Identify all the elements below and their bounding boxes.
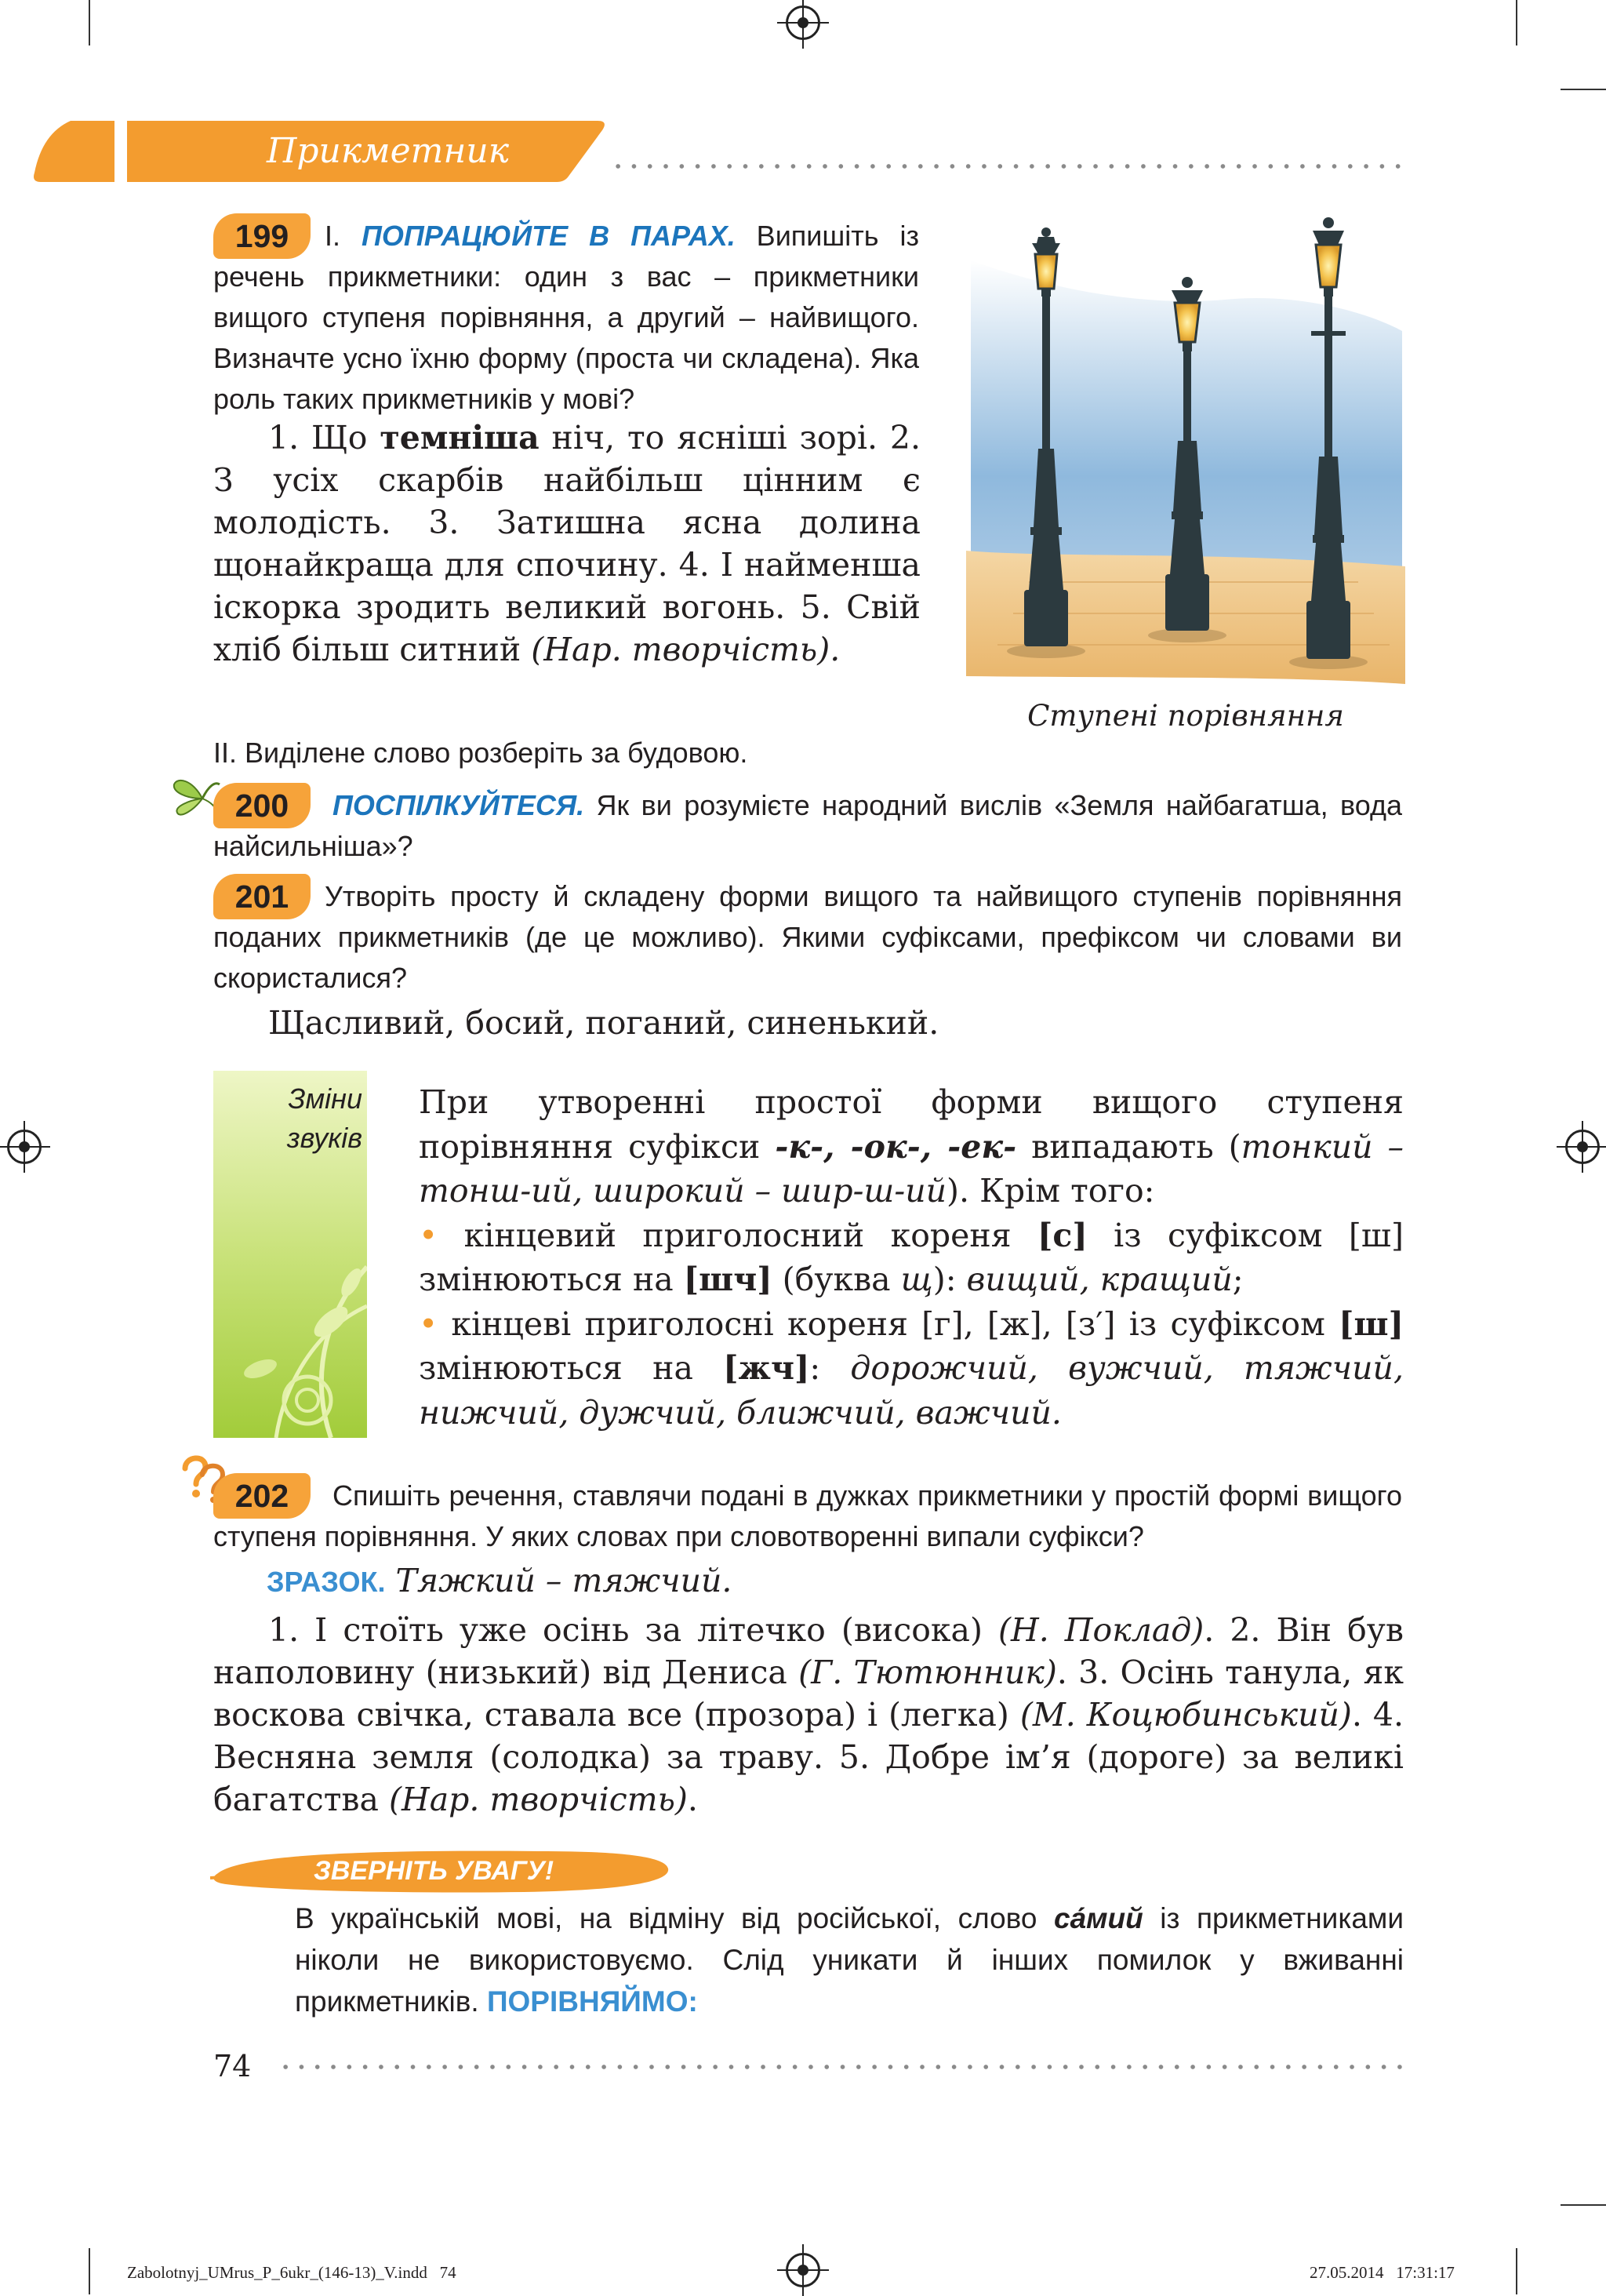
print-slug-file: Zabolotnyj_UMrus_P_6ukr_(146-13)_V.indd 74: [127, 2263, 456, 2282]
registration-mark-icon: [7, 1130, 42, 1164]
crop-mark: [1561, 2204, 1606, 2206]
sample-line: ЗРАЗОК. Тяжкий – тяжчий.: [267, 1562, 732, 1599]
rule-side-label: Зміни звуків: [286, 1083, 362, 1154]
rule-suffixes: -к-, -ок-, -ек-: [775, 1127, 1017, 1166]
exercise-200-task: ПОСПІЛКУЙТЕСЯ. Як ви розумієте народний вислів «Земля найбагатша, вода найсильніша»?: [213, 789, 1402, 862]
pair-work-label: ПОПРАЦЮЙТЕ В ПАРАХ.: [361, 220, 736, 252]
compare-label: ПОРІВНЯЙМО:: [486, 1985, 698, 2018]
exercise-202-task: Спишіть речення, ставлячи подані в дужках прикметники у простій формі вищого ступеня порівняння. У яких словах при словотворенні випали суфікси?: [213, 1479, 1402, 1552]
registration-mark-icon: [786, 2253, 820, 2287]
exercise-201-task: Утворіть просту й складену форми вищого та найвищого ступенів порівняння поданих прикметників (де це можливо). Якими суфіксами, префіксом чи словами ви скористалися?: [213, 880, 1402, 994]
section-title: Прикметник: [267, 131, 509, 171]
page-number: 74: [213, 2049, 252, 2083]
highlighted-word: са́мий: [1054, 1902, 1143, 1934]
registration-mark-icon: [786, 5, 820, 40]
crop-mark: [1561, 89, 1606, 90]
exercise-number-badge: 201: [213, 874, 311, 919]
exercise-202-sentences: 1. І стоїть уже осінь за літечко (висока) (Н. Поклад). 2. Він був наполовину (низький) від Дениса (Г. Тютюнник). 3. Осінь танула, як воскова свічка, ставала все (прозора) і (легка) (М. Коцюбинський). 4. Весняна земля (солодка) за траву. 5. Добре ім’я (дороге) за великі багатства (Нар. творчість).: [213, 1611, 1404, 1818]
highlighted-word: темніша: [380, 419, 540, 457]
source-citation: (Нар. творчість).: [531, 631, 841, 668]
exercise-201-words: Щасливий, босий, поганий, синенький.: [268, 1004, 939, 1042]
attention-text: В українській мові, на відміну від російської, слово са́мий із прикметниками ніколи не використовуємо. Слід уникати й інших помилок у вживанні прикметників. ПОРІВНЯЙМО:: [295, 1902, 1404, 2018]
rule-examples: дорожчий, вужчий, тяжчий, нижчий, дужчий, ближчий, важчий.: [419, 1349, 1404, 1432]
exercise-199-task: [213, 216, 919, 420]
exercise-199-sentences: 1. Що темніша ніч, то ясніші зорі. 2. З усіх скарбів найбільш цінним є молодість. 3. Затишна ясна долина щонайкраща для спочину. 4. І найменша іскорка зродить великий вогонь. 5. Свій хліб більш ситний (Нар. творчість).: [213, 419, 921, 668]
print-slug-date: 27.05.2014 17:31:17: [1310, 2263, 1455, 2282]
crop-mark: [1516, 0, 1517, 45]
illustration-caption: Ступені порівняння: [1027, 699, 1344, 733]
bullet-icon: •: [419, 1216, 438, 1254]
exercise-number-badge: 199: [213, 213, 311, 259]
attention-label: ЗВЕРНІТЬ УВАГУ!: [314, 1856, 554, 1886]
footer-dotted-rule: [278, 2065, 1404, 2069]
communicate-label: ПОСПІЛКУЙТЕСЯ.: [332, 789, 585, 821]
crop-mark: [89, 0, 90, 45]
exercise-number-badge: 202: [213, 1473, 311, 1519]
crop-mark: [89, 2248, 90, 2294]
sample-label: ЗРАЗОК.: [267, 1566, 386, 1598]
crop-mark: [1516, 2248, 1517, 2294]
exercise-199-task-2: II. Виділене слово розберіть за будовою.: [213, 737, 748, 769]
street-lamps-illustration: [966, 213, 1405, 700]
bullet-icon: •: [419, 1304, 438, 1343]
task-text: Випишіть із речень прикметники: один з вас – прикметники вищого ступеня порівняння, а другий – найвищого. Визначте усно їхню форму (проста чи складена). Яка роль таких прикметників у мові?: [213, 220, 919, 415]
header-dotted-rule: [610, 164, 1402, 169]
roman-numeral: I.: [325, 220, 362, 252]
exercise-number-badge: 200: [213, 783, 311, 828]
registration-mark-icon: [1565, 1130, 1600, 1164]
rule-text: При утворенні простої форми вищого ступеня порівняння суфікси -к-, -ок-, -ек- випадають (тонкий – тонш-ий, широкий – шир-ш-ий). Крім того: • кінцевий приголосний кореня [с] із суфіксом [ш] змінюються на [шч] (буква щ): вищий, кращий; • кінцеві приголосні кореня [г], [ж], [з′] із суфіксом [ш] змінюються на [жч]: дорожчий, вужчий, тяжчий, нижчий, дужчий, ближчий, важчий.: [419, 1083, 1404, 1432]
